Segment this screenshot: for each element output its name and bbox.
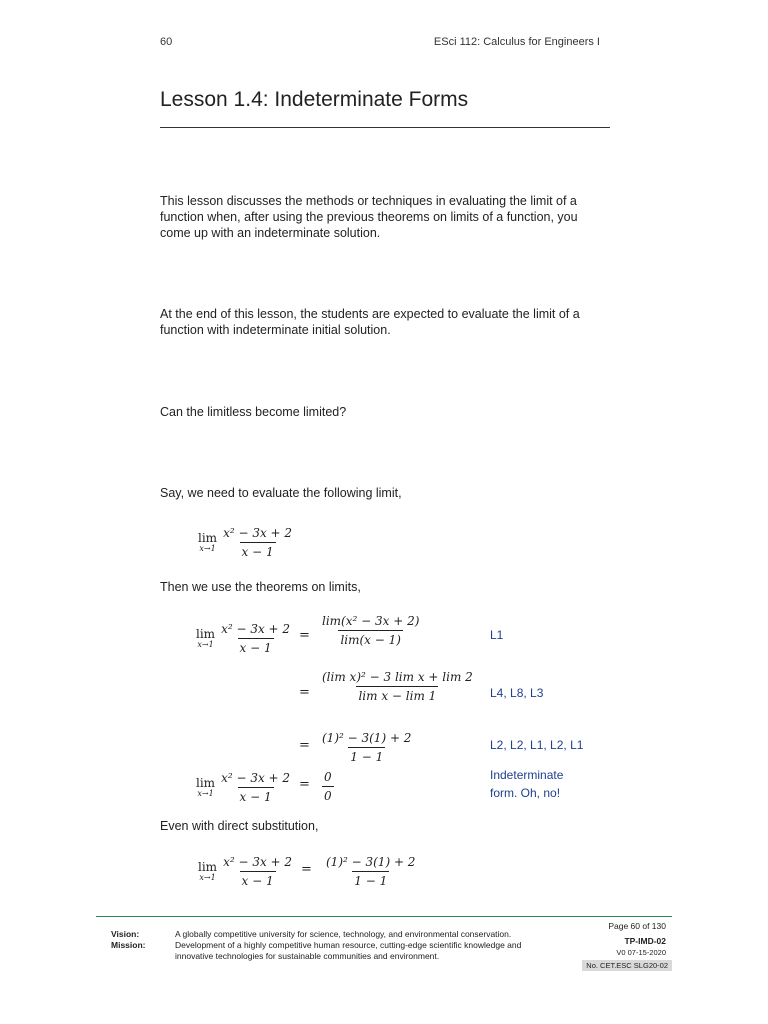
substitution-rhs: $\frac{\text{(1)² − 3(1) + 2}}{1 - 1}$ xyxy=(326,855,416,888)
theorem-label-3: L2, L2, L1, L2, L1 xyxy=(490,738,584,752)
derivation-lhs-1: lim x→1 $\frac{\text{x² − 3x + 2}}{x - 1}$ xyxy=(196,622,291,655)
control-number-badge: No. CET.ESC SLG20-02 xyxy=(582,960,672,971)
equals-sign: = xyxy=(301,862,312,877)
vision-label: Vision: xyxy=(111,929,140,939)
then-paragraph: Then we use the theorems on limits, xyxy=(160,580,361,594)
derivation-step-3: $\frac{\text{(1)² − 3(1) + 2}}{1 - 1}$ xyxy=(322,731,412,764)
equals-sign: = xyxy=(299,685,310,700)
objective-paragraph: At the end of this lesson, the students are expected to evaluate the limit of a function with indeterminate initial solution. xyxy=(160,307,580,337)
question-paragraph: Can the limitless become limited? xyxy=(160,405,347,419)
substitution-lhs: lim x→1 $\frac{\text{x² − 3x + 2}}{x - 1}$ xyxy=(198,855,293,888)
mission-label: Mission: xyxy=(111,940,146,950)
theorem-label-4: Indeterminate form. Oh, no! xyxy=(490,768,564,800)
derivation-step-2: $\frac{\text{(lim x)² − 3 lim x + lim 2}}{\text{lim x − lim 1}}$ xyxy=(322,670,473,703)
title-rule xyxy=(160,127,610,128)
lim-operator: lim x→1 xyxy=(198,531,218,553)
lesson-title: Lesson 1.4: Indeterminate Forms xyxy=(160,88,469,111)
derivation-lhs-4: lim x→1 $\frac{\text{x² − 3x + 2}}{x - 1}$ xyxy=(196,771,291,804)
even-paragraph: Even with direct substitution, xyxy=(160,819,319,833)
fraction: $\frac{\text{x² − 3x + 2}}{x - 1}$ xyxy=(223,526,293,559)
page-of-indicator: Page 60 of 130 xyxy=(608,921,666,931)
derivation-step-4: $\frac{0}{0}$ xyxy=(324,770,332,803)
derivation-step-1: $\frac{\text{lim(x² − 3x + 2)}}{\lim(x - 1)}$ xyxy=(322,614,420,647)
mission-text: Development of a highly competitive human resource, cutting-edge scientific knowledge and innovative technologies for sustainable communities and environment. xyxy=(175,940,522,961)
page-number: 60 xyxy=(160,36,173,48)
theorem-label-1: L1 xyxy=(490,628,504,642)
equals-sign: = xyxy=(299,628,310,643)
course-title: ESci 112: Calculus for Engineers I xyxy=(433,36,600,48)
equals-sign: = xyxy=(299,777,310,792)
vision-text: A globally competitive university for science, technology, and environmental conservation. xyxy=(175,929,512,939)
document-code: TP-IMD-02 xyxy=(624,936,666,946)
say-paragraph: Say, we need to evaluate the following limit, xyxy=(160,486,402,500)
equals-sign: = xyxy=(299,738,310,753)
version-date: V0 07-15-2020 xyxy=(616,948,666,957)
theorem-label-2: L4, L8, L3 xyxy=(490,686,544,700)
intro-paragraph: This lesson discusses the methods or techniques in evaluating the limit of a function when, after using the previous theorems on limits of a function, you come up with an indeterminate solution. xyxy=(160,194,578,240)
footer-rule xyxy=(96,916,672,917)
limit-expression xyxy=(198,526,294,559)
